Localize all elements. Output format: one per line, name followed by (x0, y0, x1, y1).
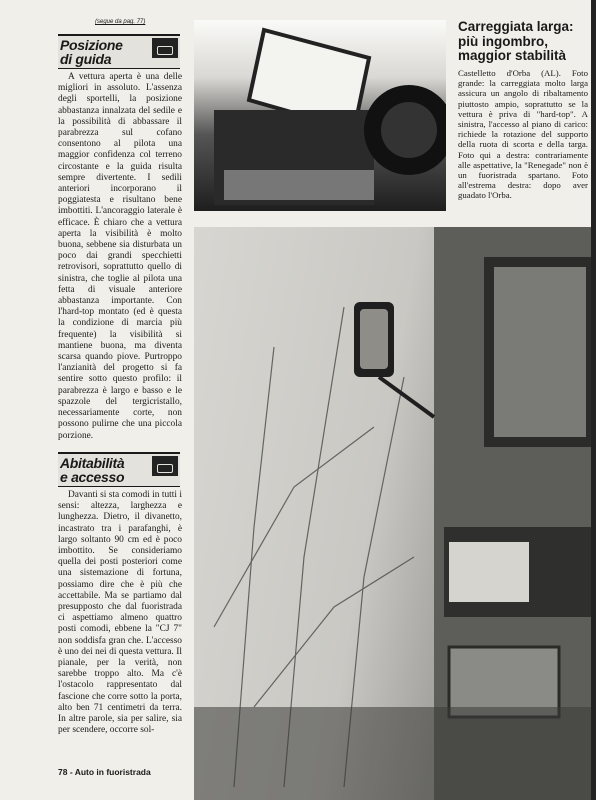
heading-line1: Abitabilità (60, 455, 125, 471)
photo-jeep-rear-open (194, 20, 446, 211)
page-footer: 78 - Auto in fuoristrada (58, 767, 151, 777)
photo-caption-text: Castelletto d'Orba (AL). Foto grande: la carreggiata molto larga assicura un angolo di ribaltamento piuttosto ampio, soprattutto se la vettura è priva di "hard-top". A sinistra, l'accesso al piano di carico: richiede la rotazione del supporto della ruota di scorta e della targa. Foto qui a destra: contrariamente alle aspettative, la "Renegade" non è un fuoristrada spartano. Foto all'estrema destra: dopo aver guadato l'Orba. (458, 68, 588, 201)
heading-line1: Posizione (60, 37, 123, 53)
paragraph: Davanti si sta comodi in tutti i sensi: altezza, larghezza e lunghezza. Dietro, il divanetto, incastrato tra i parafanghi, è largo soltanto 90 cm ed è poco imbottito. Se consideriamo quella dei posti posteriori come una sistemazione di fortuna, possiamo dire che è più che accettabile. Ma se partiamo dal presupposto che dal fuoristrada ci aspettiamo almeno quattro posti comodi, ebbene la "CJ 7" non soddisfa gran che. L'accesso è uno dei nei di questa vettura. Il pianale, per la verità, non sarebbe troppo alto. Ma c'è l'ostacolo rappresentato dal fascione che corre sotto la porta, alto ben 71 centimetri da terra. In altre parole, sia per salire, sia per scendere, occorre sol- (58, 490, 182, 736)
jeep-icon (152, 456, 178, 476)
section-body-posizione (58, 72, 182, 442)
section-heading-posizione (58, 34, 180, 69)
photo-caption-title: Carreggiata larga: più ingombro, maggior stabilità (458, 19, 574, 63)
photo-jeep-side-bushes (194, 227, 596, 800)
paragraph: A vettura aperta è una delle migliori in assoluto. L'assenza degli sportelli, la posizione abbastanza innalzata del sedile e la possibilità di abbassare il parabrezza sul cofano consentono al pilota una maggior confidenza col terreno circostante e la guida risulta sempre divertente. I sedili anteriori incorporano il poggiatesta e risultano bene imbottiti. L'ancoraggio laterale è efficace. È chiaro che a vettura aperta la visibilità è molto buona, sebbene sia disturbata un poco dai grandi specchietti retrovisori, soprattutto quello di sinistra, che toglie al pilota una fetta di visuale anteriore abbastanza importante. Con l'hard-top montato (ed è questa la condizione di marcia più frequente) la visibilità si mantiene buona, ma diventa scarsa quando piove. Purtroppo l'anzianità del progetto si fa sentire sotto questo profilo: il parabrezza è largo e basso e le spazzole del tergicristallo, necessariamente corte, non possono pulirne che una piccola porzione. (58, 72, 182, 441)
heading-line2: e accesso (60, 469, 125, 485)
photo-illustration (194, 20, 446, 211)
jeep-icon (152, 38, 178, 58)
section-body-abitabilita (58, 490, 182, 758)
continuation-note: (segue da pag. 77) (95, 19, 146, 25)
section-heading-abitabilita (58, 452, 180, 487)
heading-line2: di guida (60, 51, 112, 67)
page-edge (591, 0, 596, 800)
photo-illustration (194, 227, 596, 800)
